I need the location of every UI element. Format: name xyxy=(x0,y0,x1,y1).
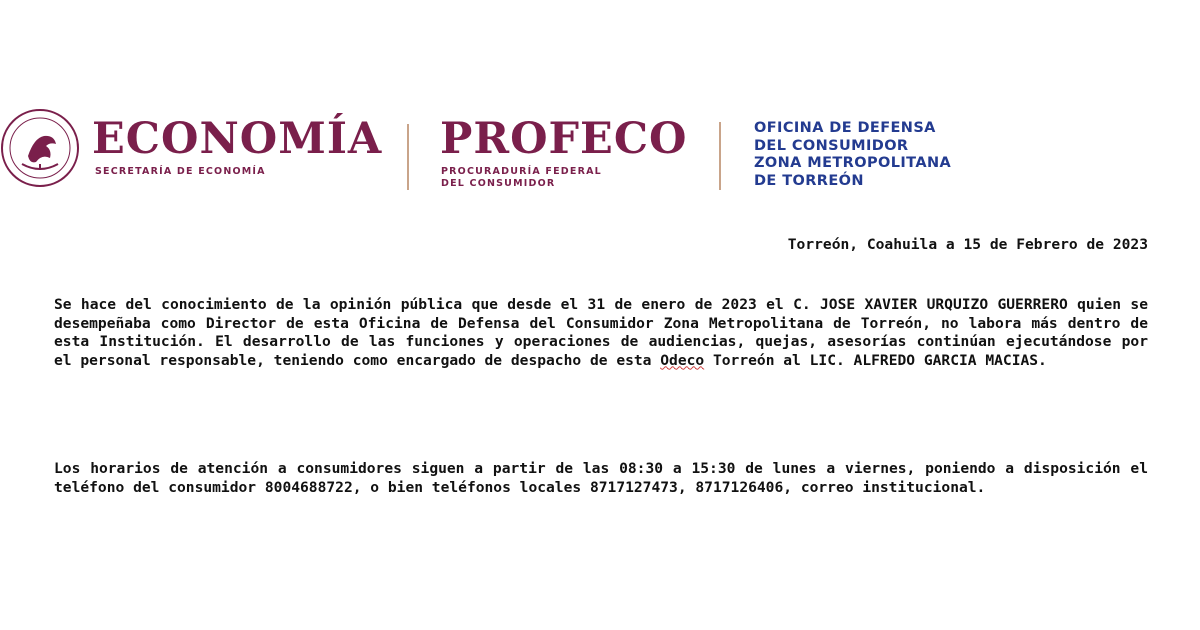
letter-paragraph-1 xyxy=(54,296,1148,370)
letter-date: Torreón, Coahuila a 15 de Febrero de 2023 xyxy=(787,236,1148,253)
spellcheck-flagged-word: Odeco xyxy=(660,351,705,369)
profeco-logo-subtitle xyxy=(441,166,602,190)
profeco-subtitle-line: PROCURADURÍA FEDERAL xyxy=(441,166,602,177)
office-name-line: DEL CONSUMIDOR xyxy=(754,137,909,154)
paragraph-text: Torreón al LIC. ALFREDO GARCIA MACIAS. xyxy=(704,351,1047,369)
letter-paragraph-2: Los horarios de atención a consumidores siguen a partir de las 08:30 a 15:30 de lunes a viernes, poniendo a disposición el teléfono del consumidor 8004688722, o bien teléfonos locales 8717127473, 8717126406, correo institucional. xyxy=(54,460,1148,496)
economia-logo-subtitle: SECRETARÍA DE ECONOMÍA xyxy=(95,166,266,177)
office-name-line: DE TORREÓN xyxy=(754,172,864,189)
header-divider xyxy=(719,122,721,190)
office-name-line: OFICINA DE DEFENSA xyxy=(754,120,936,136)
letterhead xyxy=(0,100,1200,200)
office-name-line: ZONA METROPOLITANA xyxy=(754,155,952,171)
header-divider xyxy=(407,124,409,190)
profeco-subtitle-line: DEL CONSUMIDOR xyxy=(441,178,556,189)
mexico-coat-of-arms-seal-icon xyxy=(0,108,80,188)
economia-logo-title: ECONOMÍA xyxy=(92,114,383,164)
office-name xyxy=(754,120,951,190)
profeco-logo-title: PROFECO xyxy=(440,114,688,164)
paragraph-text: Se hace del conocimiento de la opinión pública que desde el 31 de enero de 2023 el C. JOSE XAVIER URQUIZO GUERRERO quien se desempeñaba como Director de esta Oficina de Defensa del Consumidor Zona Metropolitana de Torreón, no labora más dentro de esta Institución. El desarrollo de las funciones y operaciones de audiencias, quejas, asesorías continúan ejecutándose por el personal responsable, teniendo como encargado de despacho de esta xyxy=(54,296,1148,369)
